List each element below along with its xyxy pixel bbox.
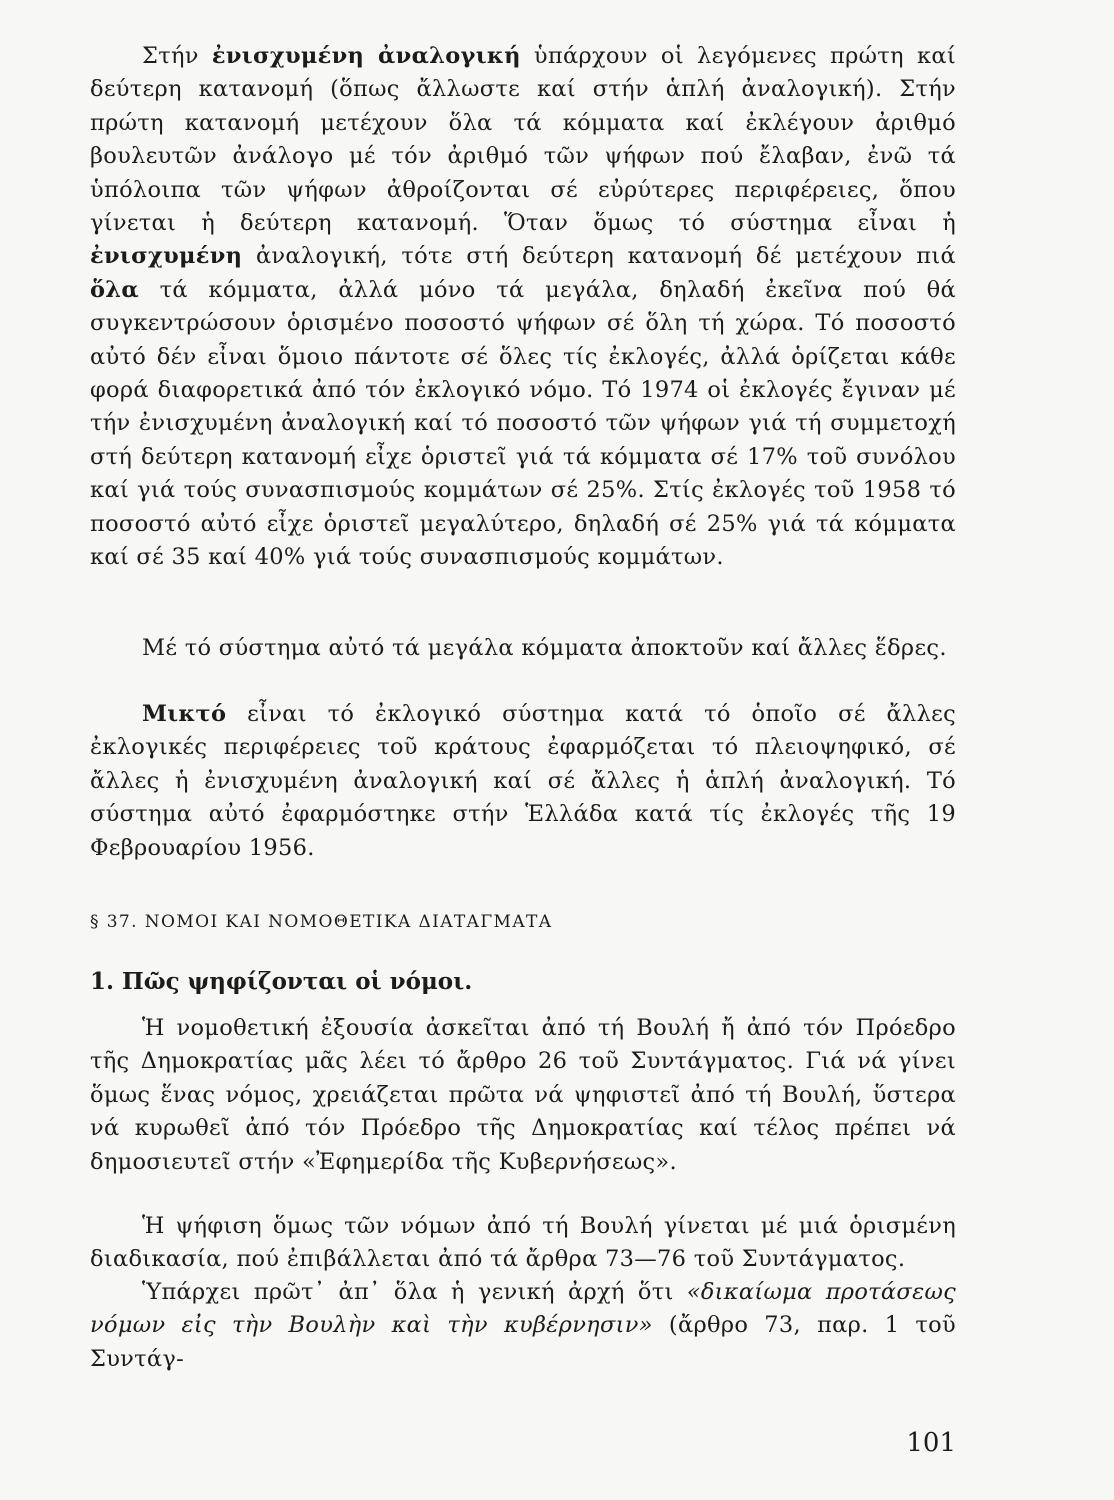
text-run: (ἄρθρο 73, παρ. 1 τοῦ Συντάγ- — [90, 1312, 956, 1372]
page-number: 101 — [906, 1428, 956, 1458]
text-run: ὑπάρχουν οἱ λεγόμενες πρώτη καί δεύτερη κατανομή (ὅπως ἄλλωστε καί στήν ἁπλή ἀναλογική). Στήν πρώτη κατανομή μετέχουν ὅλα τά κόμματα καί ἐκλέγουν ἀριθμό βουλευτῶν ἀνάλογο μέ τόν ἀριθμό τῶν ψήφων πού ἔλαβαν, ἐνῶ τά ὑπόλοιπα τῶν ψήφων ἀθροίζονται σέ εὐρύτερες περιφέρειες, ὅπου γίνεται ἡ δεύτερη κατανομή. Ὅταν ὅμως τό σύστημα εἶναι ἡ — [90, 43, 956, 237]
text-run: τά κόμματα, ἀλλά μόνο τά μεγάλα, δηλαδή ἐκεῖνα πού θά συγκεντρώσουν ὁρισμένο ποσοστό ψήφων σέ ὅλη τή χώρα. Τό ποσοστό αὐτό δέν εἶναι ὅμοιο πάντοτε σέ ὅλες τίς ἐκλογές, ἀλλά ὁρίζεται κάθε φορά διαφορετικά ἀπό τόν ἐκλογικό νόμο. Τό 1974 οἱ ἐκλογές ἔγιναν μέ τήν ἐνισχυμένη ἀναλογική καί τό ποσοστό τῶν ψήφων γιά τή συμμετοχή στή δεύτερη κατανομή εἶχε ὁριστεῖ γιά τά κόμματα σέ 17% τοῦ συνόλου καί γιά τούς συνασπισμούς κομμάτων σέ 25%. Στίς ἐκλογές τοῦ 1958 τό ποσοστό αὐτό εἶχε ὁριστεῖ μεγαλύτερο, δηλαδή σέ 25% γιά τά κόμματα καί σέ 35 καί 40% γιά τούς συνασπισμούς κομμάτων. — [90, 276, 956, 571]
text-run: εἶναι τό ἐκλογικό σύστημα κατά τό ὁποῖο σέ ἄλλες ἐκλογικές περιφέρειες τοῦ κράτους ἐφαρμόζεται τό πλειοψηφικό, σέ ἄλλες ἡ ἐνισχυμένη ἀναλογική καί σέ ἄλλες ἡ ἁπλή ἀναλογική. Τό σύστημα αὐτό ἐφαρμόστηκε στήν Ἑλλάδα κατά τίς ἐκλογές τῆς 19 Φεβρουαρίου 1956. — [90, 701, 956, 861]
paragraph-legislative-power: Ἡ νομοθετική ἐξουσία ἀσκεῖται ἀπό τή Βουλή ἤ ἀπό τόν Πρόεδρο τῆς Δημοκρατίας μᾶς λέει τό ἄρθρο 26 τοῦ Συντάγματος. Γιά νά γίνει ὅμως ἕνας νόμος, χρειάζεται πρῶτα νά ψηφιστεῖ ἀπό τή Βουλή, ὕστερα νά κυρωθεῖ ἀπό τόν Πρόεδρο τῆς Δημοκρατίας καί τέλος πρέπει νά δημοσιευτεῖ στήν «Ἐφημερίδα τῆς Κυβερνήσεως». — [90, 1015, 956, 1175]
text-run: Ὑπάρχει πρῶτ᾽ ἀπ᾽ ὅλα ἡ γενική ἀρχή ὅτι — [142, 1279, 687, 1305]
bold-term: ὅλα — [90, 276, 139, 303]
paragraph-large-parties: Μέ τό σύστημα αὐτό τά μεγάλα κόμματα ἀποκτοῦν καί ἄλλες ἕδρες. — [142, 635, 947, 661]
bold-term: ἐνισχυμένη — [90, 243, 243, 270]
paragraph-general-principle — [90, 1276, 956, 1376]
paragraph-voting-procedure: Ἡ ψήφιση ὅμως τῶν νόμων ἀπό τή Βουλή γίνεται μέ μιά ὁρισμένη διαδικασία, πού ἐπιβάλλεται ἀπό τά ἄρθρα 73—76 τοῦ Συντάγματος. — [90, 1213, 956, 1273]
paragraph-mixed-system — [90, 698, 956, 865]
text-run: Στήν — [142, 43, 212, 69]
bold-term: Μικτό — [142, 701, 227, 727]
italic-quote: «δικαίωμα προτάσεως νόμων εἰς τὴν Βουλὴν καὶ τὴν κυβέρνησιν» — [90, 1279, 956, 1339]
text-run: ἀναλογική, τότε στή δεύτερη κατανομή δέ μετέχουν πιά — [242, 243, 956, 270]
section-heading: § 37. ΝΟΜΟΙ ΚΑΙ ΝΟΜΟΘΕΤΙΚΑ ΔΙΑΤΑΓΜΑΤΑ — [90, 912, 553, 932]
paragraph-reinforced-proportional — [90, 40, 956, 575]
document-page — [90, 40, 956, 1470]
subsection-heading: 1. Πῶς ψηφίζονται οἱ νόμοι. — [90, 968, 473, 995]
bold-term: ἐνισχυμένη ἀναλογική — [211, 43, 521, 69]
